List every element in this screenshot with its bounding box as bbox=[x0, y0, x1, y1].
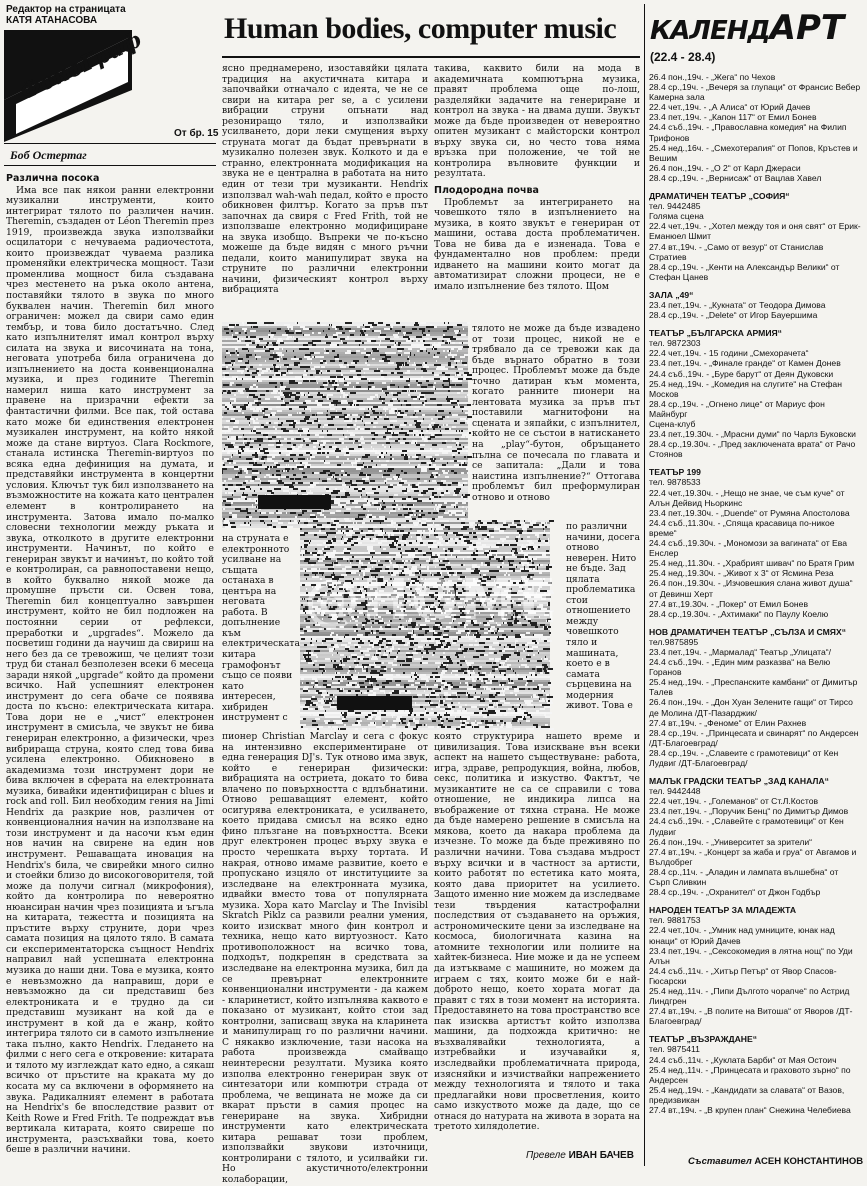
column-2-text-top: ясно преднамерено, изоставяйки цялата традиция на акустичната китара и започвайки отначало с идеята, че не се свири на китара per se, а с усилени вибрации струни опънати над резониращо тяло, и използвайки усилването, дори леки смущения върху струната могат да бъдат превърнати в музикално полезен звук. Колкото и да е странно, електронната модификация на звука не е централна в работата на нито един от тези три музиканти. Hendrix използвал wah-wah педал, който е просто обикновен филтър. Когато за пръв път започнах да свиря с Fred Frith, той не използваше електронно модифициране на звука изобщо. Въпреки че по-късно можеше да бъде видян с много ръчни педали, които манипулират звука на струните по различни електронни начини, физическият контрол върху вибрацията bbox=[222, 63, 428, 296]
subheading-1: Различна посока bbox=[6, 173, 100, 184]
editor-label-text: Редактор на страницата bbox=[6, 4, 126, 15]
column-1-text: Има все пак някои ранни електронни музикални инструменти, които интегрират тялото по различен начин. Theremin, създаден от Léon Theremin през 1919, произвежда звука използвайки осцилатори с нечуваема радиочестота, които произвеждат чуваема разлика променяйки електрическа мощност. Тази променлива мощност била създавана чрез местенето на ръка около антена, поставяйки тялото в звука по много буквален начин. Theremin бил много ограничен: можел да свири само един тембър, и това било достатъчно. След като изпълнителят имал контрол върху силата на звука и височината на тона, неговата употреба била ограничена до изпълнението на доста конвенционална музика, и през годините Theremin намерил ниша като инструмент за правене на призрачни ефекти за фантастични филми. Все пак, той остава като може би единствения електронен музикален инструмент, на който някой може да стане виртуоз. Clara Rockmore, станала истинска Theremin-виртуоз по всяка една дефиниция на думата, и представяйки инструмента в концертни условия. Ключът тук бил използването на възможностите на кожата като централен елемент в контролирането на инструмента. Затова имало по-малко словесни технологии между ръката и звука, отколкото в другите електронни инструменти. Начинът, по който е генериран звукът и начинът, по който той е контролиран, са равнопоставени нещо, в който буквално някой може да промушне пръсти си. Освен това, Theremin бил концептуално завършен инструмент, който не бил подложен на постоянни серии от рефлекси, преработки и „upgrades“. Можело да посветиш години да научиш да свириш на него без да се тревожиш, че целият този труд би станал безполезен всеки 6 месеца заради някой „upgrade“ който да промени всичко. Най успешният електронен инструмент до сега обаче се появява доста по късно: електрическата китара. Това дори не е „чист“ електронен инструмент в смисъла, че звукът не бива генериран електронно, а физически, чрез вибрираща струна, която след това бива усилена електронно. Обикновено в академизма този инструмент дори не бива включен в сферата на електронната музика, бивайки идентифициран с blues и rock and roll. Бил необходим гения на Jimi Hendrix да разкрие нов, различен от конвенционалния начин на използване на този инструмент и да насочи към един нов начин на свирене на един нов инструмент. Решаващата иновация на Hendrix's била, че свирейки много силно и стоейки близо до високоговорителя, той може да получи сигнал (микрофония), който да контролира по невероятно нюансиран начин чрез позицията и ъгъла на китарата, тежестта и позицията на пръстите върху струните, дори чрез самата позиция на цялото тяло. В самата си експериментаторска същност Hendrix направил най успешната електронна музика до наши дни. Това е музика, която е невъзможно да направиш, дори е невъзможно да си представиш без електрониката и е трудно да си представиш музикант на кой да е инструмент в кой да е жанр, който интегрира тялото си в самото изпълнение така пълно, както Hendrix. Гледането на филми с него сега е откровение: китарата и тялото му изглеждат като едно, а сякаш всичко от пръстите на краката му до косата му са включени в оформянето на звука. Радикалният елемент в работата на Hendrix's бе впоследствие развит от Keith Rowe и Fred Frith. Те подреждат във вертикала китарата, която свиреше по инструмента, разсъхвайки това, което беше в различни начини. bbox=[6, 184, 214, 1156]
calendar-listing-line: 22.4 чет.,19.30ч. - „Нещо не знае, че съм куче“ от Алън Дейвид Ньоркинс bbox=[649, 487, 845, 508]
calendar-listing-line: 28.4 ср.,19ч. - „Славеите с грамотевици“ от Кен Лудвиг /ДТ-Благоевград/ bbox=[649, 747, 839, 768]
calendar-theatre-heading: МАЛЪК ГРАДСКИ ТЕАТЪР „ЗАД КАНАЛА“ bbox=[649, 776, 829, 787]
calendar-title-b: АРТ bbox=[769, 8, 845, 48]
calendar-listing-line: 28.4 ср.,19.30ч. - „Пред заключената врата“ от Рачо Стоянов bbox=[649, 439, 856, 460]
calendar-theatre-heading: ДРАМАТИЧЕН ТЕАТЪР „СОФИЯ“ bbox=[649, 191, 790, 202]
compiler-label: Съставител bbox=[688, 1156, 752, 1167]
calendar-listing-line: 28.4 ср.,11ч. - „Аладин и лампата вълшебна“ от Сърп Сливкин bbox=[649, 866, 839, 888]
calendar-listing-line: 23.4 пет.,19ч. - „Поручик Бенц“ по Димитър Димов bbox=[649, 806, 849, 817]
calendar-listing-line: 23.4 пет.,19ч. - „Мармалад“ Театър „Улицата“/ bbox=[649, 646, 832, 657]
calendar-theatre-heading: ТЕАТЪР „БЪЛГАРСКА АРМИЯ“ bbox=[649, 328, 782, 339]
column-2-text-b: на струната е електронното усилване на същата останаха в центъра на неговата работа. В допълнение към електрическата китара грамофонът също се появи като интересен, хибриден инструмент с bbox=[222, 533, 300, 724]
calendar-listing-line: 28.4 ср.,19ч. - „Принцесата и свинарят“ по Андерсен /ДТ-Благоевград/ bbox=[649, 727, 859, 748]
translator-label: Превеле bbox=[526, 1150, 566, 1161]
calendar-listing-line: 24.4 съб.,19ч. - „Православна комедия“ на Филип Трифонов bbox=[649, 122, 847, 143]
calendar-listing-line: тел. 9442448 bbox=[649, 786, 701, 797]
column-3-text-e: която структурира нашето време и цивилизация. Това изискване вън всеки аспект на нашето съществуване: работа, игра, здраве, репродукция, война, любов, секс, политика и изкуство. Фактът, че музикантите не са се справили с това отношение, не индикира липса на въображение от тяхна страна. Не може да бъде намерено решение в смисъла на мякова, което да накара проблема да изчезне. То може да бъде преживяно по различни начини. Това създава мъдрост върху всички и в частност за артисти, които работят по естетика като моята, която дава приоритет на усилието. Защото именно ние можем да изследваме тези твърдения катастрофални последствия от създаването на оръжия, астрономическите цени за изследване на космоса, биологичната казина на атомните технологии или полиите на хайтек-бизнеса. Ние може и да не успеем да изтъкваме с машините, но можем да играем с тях, които може би е най-доброто нещо, което хората могат да правят с тях в този момент на историята. Предоставянето на това пространство все пак изисква артистът който използва машини, да подхожда критично: не възхвалявайки технологията, а изтребвайки и изучавайки я, изследвайки проблематичната природа, изясняйки и изчиствайки напрежението между технологията и тялото и така предлагайки нови просветления, които само изкуството може да даде, що се отнася до натурата на живота в зората на третото хилядолетие. bbox=[434, 731, 640, 1133]
calendar-listing-line: Сцена-клуб bbox=[649, 419, 696, 429]
page-headline: Human bodies, computer music bbox=[224, 12, 617, 45]
calendar-listing-line: 24.4 съб.,19ч. - „Буре барут“ от Деян Дуковски bbox=[649, 368, 834, 379]
calendar-listing-line: 27.4 вт.,19ч. - „Концерт за жаба и груа“ от Авгамов и Вълдобрег bbox=[649, 846, 857, 867]
calendar-listing-line: 26.4 пон.,19ч. - „Университет за зрители“ bbox=[649, 836, 813, 847]
calendar-listing-line: 26.4 пон.,19.30ч. - „Изчовешкия слана живот душа“ от Девинш Херт bbox=[649, 578, 853, 599]
author-rule-bottom bbox=[4, 165, 216, 166]
calendar-listing-line: 26.4 пон.,19ч. - „Жега“ по Чехов bbox=[649, 72, 776, 82]
issue-ref: От бр. 15 bbox=[174, 128, 219, 139]
calendar-listing-line: 24.4 съб.,19ч. - „Славейте с грамотевици“ от Кен Лудвиг bbox=[649, 816, 844, 837]
editor-label bbox=[6, 4, 206, 26]
calendar-listing-line: 27.4 вт.,19ч. - „В крупен план“ Снежина Челебиева bbox=[649, 1105, 851, 1115]
calendar-listing-line: 28.4 ср.,19.30ч. - „Ахтимаки“ по Паулу Коелю bbox=[649, 608, 829, 619]
calendar-listing-line: 24.4 съб.,19ч. - „Един мим разказва“ на Велю Горанов bbox=[649, 657, 831, 678]
author-name: Боб Остертаг bbox=[10, 148, 87, 162]
author-rule-top bbox=[4, 143, 216, 144]
calendar-listing-line: 25.4 нед.,19ч. - „Кандидати за славата“ от Вазов, предизвикан bbox=[649, 1084, 845, 1105]
calendar-listing-line: 25.4 нед.,11.30ч. - „Храбрият шивач“ по Братя Грим bbox=[649, 558, 855, 569]
calendar-listing-line: 28.4 ср.,19ч. - „Кенти на Александър Велики“ от Стефан Цанев bbox=[649, 261, 840, 282]
calendar-listing-line: 25.4 нед.,19ч. - „Комедия на слугите“ на Стефан Москов bbox=[649, 378, 842, 399]
calendar-divider bbox=[644, 4, 645, 1166]
calendar-listing-line: 26.4 пон.,19ч. - „О 2“ от Карл Джераси bbox=[649, 162, 801, 173]
subheading-2: Плодородна почва bbox=[434, 185, 539, 197]
calendar-listing-line: 25.4 нед.,11ч. - „Принцесата и граховото зърно“ по Андерсен bbox=[649, 1064, 851, 1085]
translator-credit bbox=[526, 1150, 634, 1161]
calendar-listing-line: Голяма сцена bbox=[649, 211, 704, 222]
calendar-listing-line: 22.4 чет.,19ч. - „А Алиса“ от Юрий Дачев bbox=[649, 102, 811, 113]
calendar-listing-line: тел. 9881753 bbox=[649, 915, 701, 926]
article-column-3-top bbox=[434, 64, 640, 322]
at-home-noise-image bbox=[300, 520, 559, 730]
calendar-theatre-heading: НАРОДЕН ТЕАТЪР ЗА МЛАДЕЖТА bbox=[649, 905, 797, 916]
calendar-listing-line: 27.4 вт.,19ч. - „Феноме“ от Елин Рахнев bbox=[649, 717, 807, 728]
calendar-listing-line: 25.4 нед.,16ч. - „Смехотерапия“ от Попов, Кръстев и Вешим bbox=[649, 142, 858, 163]
calendar-listing-line: 22.4 чет.,19ч. - „Големанов“ от Ст.Л.Костов bbox=[649, 796, 819, 807]
calendar-listing-line: тел.9875895 bbox=[649, 636, 699, 647]
calendar-listing-line: тел. 9878533 bbox=[649, 477, 701, 488]
calendar-listing-line: 28.4 ср.,19ч. - „Вечеря за глупаци“ от Франсис Вебер Камерна зала bbox=[649, 82, 861, 103]
article-column-1 bbox=[6, 170, 214, 1168]
calendar-listing-line: 27.4 вт.,19ч. - „Само от везур“ от Станислав Стратиев bbox=[649, 241, 824, 262]
calendar-title-a: КАЛЕНД bbox=[650, 16, 770, 46]
calendar-listing-line: 24.4 съб.,11ч. - „Куклата Барби“ от Мая Остоич bbox=[649, 1054, 837, 1065]
column-2-text-c: пионер Christian Marclay и сега с фокус на интензивно експериментиране от една генерация DJ's. Тук отново има звук, който е генериран физически: вибрацията на остриета, докато то бива влачено по повърхността с вдлъбнатини. Отново решаващият елемент, който осигурява електрониката, е усилването, което придава смисъл на всяко едно фино плъзгане на повърхността. Всеки друг електронен процес върху звука е просто черешката върху тортата. И накрая, отново имаме развитие, което е пропускано изцяло от институциите за изследване на електронната музика, идвайки вместо това от популярната музика. Хора като Marclay и The Invisibl Skratch Piklz са развили реални умения, които изискват много фин контрол и техника, нещо като виртуозност. Като противоположност на всичко това, подходът, подкрепян в средствата за изследване на електронна музика, бил да се превърнат електронните конвенционални инструменти - да кажем - кларинетист, който изпълнява каквото е показано от музикант, който стои зад контролни, записващ звука на кларинета и манипулиращ го по различни начини. С някакво изключение, тази насока на работа произвежда смайващо неинтересни резултати. Музика която изполва електронно генериран звук от синтезатори или компютри страда от проблема, че вещината не може да си вкарат пръсти в самия процес на генериране на звука. Хибридни инструменти като електрическата китара решават този проблем, използвайки звукови източници, контролирани с тялото, и усилвайки ги. Но акустичното/електронни колаборации, bbox=[222, 731, 428, 1185]
calendar-listing-line: 27.4 вт.,19.30ч. - „Покер“ от Емил Бонев bbox=[649, 598, 809, 609]
headline-rule bbox=[222, 56, 640, 58]
calendar-theatre-heading: ТЕАТЪР „ВЪЗРАЖДАНЕ“ bbox=[649, 1034, 758, 1045]
calendar-listing-line: 27.4 вт.,19ч. - „В полите на Витоша“ от Яворов /ДТ-Благоевград/ bbox=[649, 1006, 853, 1027]
calendar-listing-line: 28.4 ср.,19ч. - „Вернисаж“ от Вацлав Хавел bbox=[649, 172, 822, 183]
calendar-theatre-heading: НОВ ДРАМАТИЧЕН ТЕАТЪР „СЪЛЗА И СМЯХ“ bbox=[649, 626, 847, 637]
column-3-text-b: Проблемът за интегрирането на човешкото тяло в изпълнението на музика, в която звукът е генериран от машини, остава доста проблематичен. Това не бива да е изненада. Това е фундаментално нов проблем: преди идването на машини които могат да автоматизират сложни процеси, не е имало изпълнение без тялото. Щом bbox=[434, 196, 640, 292]
calendar-theatre-heading: ЗАЛА „49“ bbox=[649, 289, 694, 300]
compiler-credit bbox=[688, 1156, 863, 1167]
article-column-2-narrow bbox=[222, 534, 298, 730]
calendar-listing-line: 28.4 ср.,19ч. - „Огнено лице“ от Мариус фон Майнбург bbox=[649, 398, 825, 419]
fonograf-logo bbox=[4, 26, 146, 142]
calendar-dates: (22.4 - 28.4) bbox=[650, 50, 716, 64]
calendar-listing-line: 25.4 нед.,19.30ч. - „Живот х 3“ от Ясмина Реза bbox=[649, 568, 834, 579]
logo-text: ФоноГраф bbox=[16, 26, 146, 106]
calendar-listing-line: 22.4 чет.,19ч. - „Хотел между тоя и оня свят“ от Ерик-Еманюел Шмит bbox=[649, 221, 861, 242]
column-3-text-c: тялото не може да бъде извадено от този процес, никой не е трябвало да се тревожи как да бъде върнато обратно в този процес. Проблемът може да бъде точно датиран към момента, когато ранните пионери на лентовата музика за пръв път поставили магнитофони на сцената и зяпайки, с изпълнител, който не се състои в натискането на „play“-бутон, обръщането пълна се почесала по главата и се запитала: „Дали и това наистина изпълнение?“ Оттогава проблемът бил преформулиран отново и отново bbox=[472, 323, 640, 503]
calendar-listing-line: 24.4 съб.,19.30ч. - „Мономози за вагината“ от Ева Енслер bbox=[649, 538, 848, 559]
translator-name: ИВАН БАЧЕВ bbox=[568, 1150, 634, 1161]
calendar-listing-line: 25.4 нед.,11ч. - „Пипи Дългото чорапче“ по Астрид Линдгрен bbox=[649, 985, 850, 1007]
calendar-listing-line: 23.4 пет.,19.30ч. - „Duende“ от Румяна Апостолова bbox=[649, 507, 850, 518]
compiler-name: АСЕН КОНСТАНТИНОВ bbox=[754, 1156, 864, 1167]
column-3-text-d: по различни начини, досега отново неверен. Нито не бъде. Зад цялата проблематика стои отношението между човешкото тяло и машината, което е в самата сърцевина на модерния живот. Това е bbox=[566, 521, 640, 712]
calendar-listing-line: 23.4 пет.,19ч. - „Финале гранде“ от Камен Донев bbox=[649, 358, 841, 369]
calendar-listing-line: 28.4 ср.,19ч. - „Delete“ от Игор Бауершима bbox=[649, 310, 818, 321]
calendar-listing-line: 24.4 съб.,11.30ч. - „Спяща красавица по-никое време“ bbox=[649, 517, 835, 538]
calendar-listing-line: 28.4 ср.,19ч. - „Охранител“ от Джон Годбър bbox=[649, 887, 821, 898]
column-3-text-top: такива, каквито били на мода в академичната компютърна музика, правят проблема още по-лош, разделяйки задачите на генериране и контрол на звука - на двама души. Звукът може да бъде произведен от невероятно опитен музикант с майсторски контрол върху звука си, но често това няма връзка при положение, че той не контролира вълновите функции и резултата. bbox=[434, 63, 640, 180]
calendar-listing-line: 23.4 пет.,19ч. - „Сексокомедия в лятна нощ“ по Уди Алън bbox=[649, 945, 853, 966]
calendar-title bbox=[650, 8, 844, 48]
calendar-listing-line: тел. 9442485 bbox=[649, 201, 701, 212]
calendar-listing-line: 24.4 съб.,11ч. - „Хитър Петър“ от Явор Спасов-Гюсарски bbox=[649, 965, 837, 986]
calendar-listings bbox=[649, 72, 861, 1152]
calendar-listing-line: 23.4 пет.,19ч. - „Капон 117“ от Емил Бонев bbox=[649, 112, 817, 123]
editor-name: КАТЯ АТАНАСОВА bbox=[6, 15, 98, 26]
calendar-listing-line: 25.4 нед.,19ч. - „Преспанските камбани“ от Димитър Талев bbox=[649, 677, 858, 698]
calendar-listing-line: 22.4 чет.,19ч. - 15 години „Смехорачета“ bbox=[649, 348, 809, 359]
article-column-3-mid bbox=[472, 324, 640, 520]
calendar-listing-line: тел. 9875411 bbox=[649, 1044, 700, 1055]
article-column-2-bottom bbox=[222, 731, 428, 1185]
calendar-listing-line: 23.4 пет.,19.30ч. - „Мрасни думи“ по Чарлз Буковски bbox=[649, 429, 856, 440]
calendar-listing-line: 23.4 пет.,19ч. - „Кукната“ от Теодора Димова bbox=[649, 299, 826, 310]
at-home-text: @HOME bbox=[304, 568, 559, 633]
static-noise-image-1 bbox=[222, 322, 468, 528]
article-column-3-narrow bbox=[566, 522, 640, 732]
article-column-3-bottom bbox=[434, 732, 640, 1144]
calendar-listing-line: 22.4 чет.,10ч. - „Умник над умниците, юнак над юнаци“ от Юрий Дачев bbox=[649, 925, 835, 946]
calendar-listing-line: тел. 9872303 bbox=[649, 338, 701, 349]
calendar-listing-line: 26.4 пон.,19ч. - „Дон Хуан Зелените гащи“ от Тирсо де Молина /ДТ-Пазарджик/ bbox=[649, 697, 853, 718]
article-column-2-top bbox=[222, 64, 428, 322]
calendar-theatre-heading: ТЕАТЪР 199 bbox=[649, 467, 701, 478]
